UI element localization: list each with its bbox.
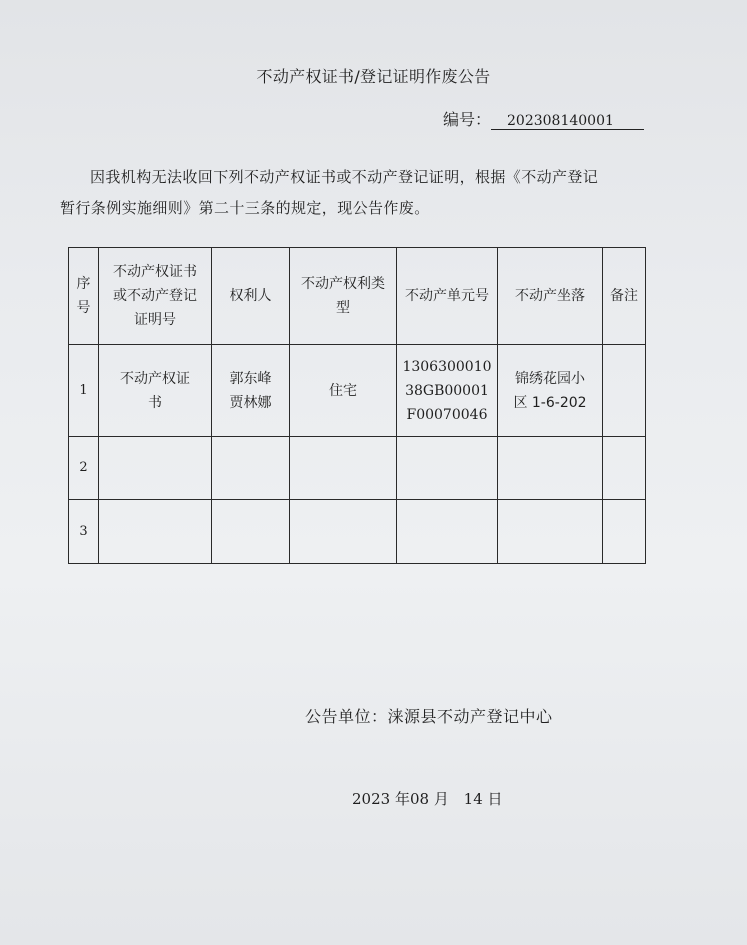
document-number bbox=[443, 107, 644, 130]
document-title: 不动产权证书/登记证明作废公告 bbox=[256, 67, 491, 86]
cell-remark bbox=[603, 345, 646, 437]
document-number-label: 编号： bbox=[443, 110, 492, 129]
body-line-2: 暂行条例实施细则》第二十三条的规定，现公告作废。 bbox=[60, 199, 430, 217]
cell-location bbox=[498, 437, 603, 500]
cell-holder bbox=[212, 500, 290, 564]
table-row bbox=[69, 437, 646, 500]
header-remark: 备注 bbox=[603, 248, 646, 345]
table-row bbox=[69, 345, 646, 437]
table-row bbox=[69, 500, 646, 564]
date-year: 2023 bbox=[352, 790, 391, 808]
cell-location: 锦绣花园小 区 1-6-202 bbox=[498, 345, 603, 437]
cell-cert-no bbox=[99, 500, 212, 564]
announcement-date bbox=[352, 788, 503, 809]
date-day-unit: 日 bbox=[487, 790, 503, 808]
cell-remark bbox=[603, 437, 646, 500]
cell-right-type bbox=[290, 437, 397, 500]
document-number-value: 202308140001 bbox=[491, 113, 644, 130]
date-day: 14 bbox=[463, 790, 483, 808]
void-certificates-table bbox=[68, 247, 646, 564]
cell-location bbox=[498, 500, 603, 564]
cell-seq: 1 bbox=[69, 345, 99, 437]
header-location: 不动产坐落 bbox=[498, 248, 603, 345]
header-right-type: 不动产权利类 型 bbox=[290, 248, 397, 345]
issuing-authority: 公告单位：涞源县不动产登记中心 bbox=[305, 707, 553, 726]
header-cert-no: 不动产权证书 或不动产登记 证明号 bbox=[99, 248, 212, 345]
cell-cert-no bbox=[99, 437, 212, 500]
table-header-row bbox=[69, 248, 646, 345]
body-line-1: 因我机构无法收回下列不动产权证书或不动产登记证明，根据《不动产登记 bbox=[90, 168, 599, 186]
cell-right-type bbox=[290, 500, 397, 564]
cell-right-type: 住宅 bbox=[290, 345, 397, 437]
date-month: 08 bbox=[409, 790, 430, 808]
announcement-body bbox=[60, 162, 660, 224]
header-holder: 权利人 bbox=[212, 248, 290, 345]
cell-seq: 2 bbox=[69, 437, 99, 500]
cell-holder: 郭东峰 贾林娜 bbox=[212, 345, 290, 437]
date-month-unit: 月 bbox=[433, 790, 449, 808]
cell-remark bbox=[603, 500, 646, 564]
header-seq: 序 号 bbox=[69, 248, 99, 345]
cell-unit-no bbox=[397, 500, 498, 564]
cell-holder bbox=[212, 437, 290, 500]
cell-cert-no: 不动产权证 书 bbox=[99, 345, 212, 437]
cell-seq: 3 bbox=[69, 500, 99, 564]
cell-unit-no: 1306300010 38GB00001 F00070046 bbox=[397, 345, 498, 437]
date-year-unit: 年 bbox=[394, 790, 410, 808]
cell-unit-no bbox=[397, 437, 498, 500]
header-unit-no: 不动产单元号 bbox=[397, 248, 498, 345]
